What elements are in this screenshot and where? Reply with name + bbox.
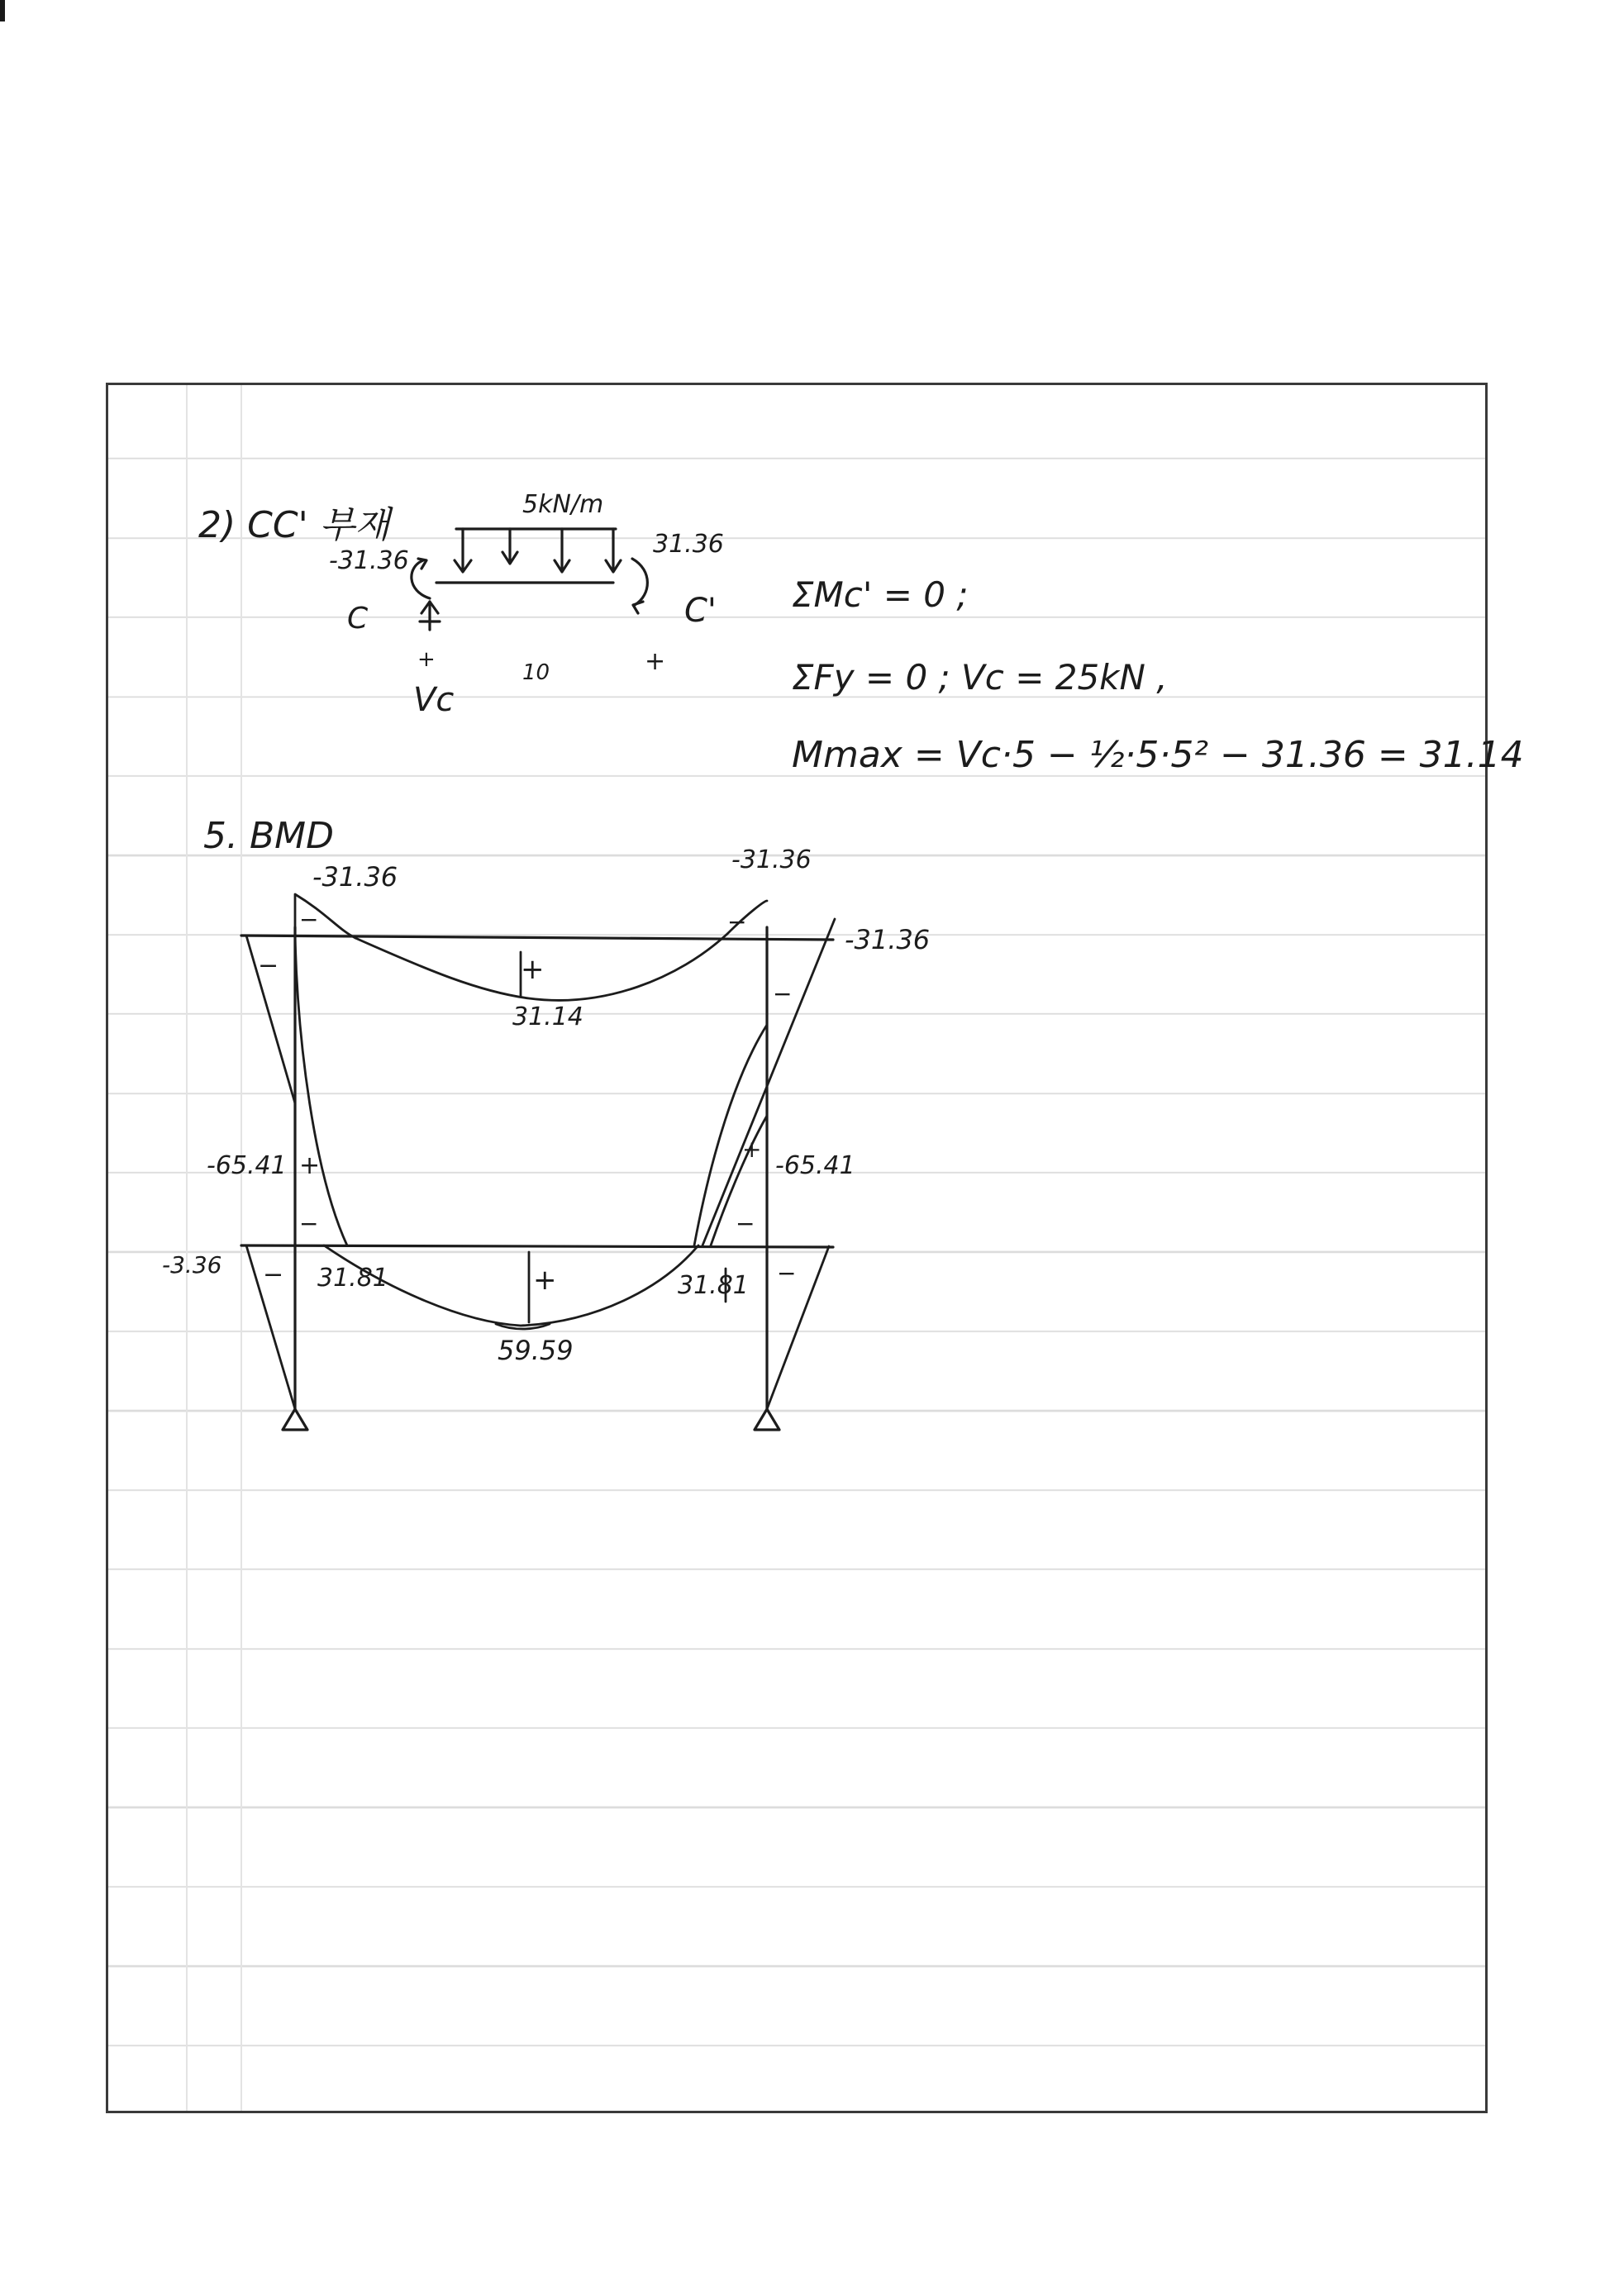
sign-minus-6: − [736,1210,755,1237]
sign-minus-5: − [299,1210,319,1237]
bmd-low-left-value: 31.81 [317,1264,388,1293]
bmd-low-span-value: 59.59 [498,1335,574,1366]
bmd-right-top-value: -31.36 [845,924,931,955]
span-label: 10 [522,660,550,685]
sign-plus-4: + [533,1264,557,1297]
sign-minus-2: − [299,906,319,933]
sign-minus-8: − [777,1260,797,1287]
sign-minus-4: − [773,980,793,1007]
moment-right-label: 31.36 [653,530,724,559]
bmd-right-mid-value: -65.41 [775,1151,855,1180]
sign-minus-7: − [263,1260,284,1289]
sign-plus-2: + [299,1151,321,1180]
sum-moment-equation: ΣMc' = 0 ; [792,574,969,615]
reaction-sign: + [417,647,436,672]
sign-plus-3: + [742,1136,762,1163]
cc-member-diagram [412,529,648,630]
sign-minus-1: − [258,951,279,980]
sign-minus-3: − [727,908,747,936]
bmd-top-left-value: -31.36 [312,861,398,893]
bmd-heading: 5. BMD [203,815,334,857]
bmd-top-right-value: -31.36 [731,845,812,874]
sum-force-equation: ΣFy = 0 ; Vc = 25kN , [792,657,1168,698]
node-c-prime-label: C' [684,592,717,630]
cc-member-heading: 2) CC' 부재 [198,504,390,546]
load-label: 5kN/m [522,490,604,519]
bmd-top-span-value: 31.14 [512,1002,583,1031]
node-c-label: C [347,602,369,636]
bmd-left-low-value: -3.36 [162,1251,222,1279]
moment-left-label: -31.36 [329,546,409,575]
bmd-left-mid-value: -65.41 [207,1151,287,1180]
max-moment-equation: Mmax = Vc·5 − ½·5·5² − 31.36 = 31.14 [792,734,1524,776]
bmd-low-right-value: 31.81 [678,1271,749,1300]
plus-mark: + [645,647,666,676]
sign-plus-1: + [521,953,545,986]
reaction-label: Vc [413,681,455,719]
